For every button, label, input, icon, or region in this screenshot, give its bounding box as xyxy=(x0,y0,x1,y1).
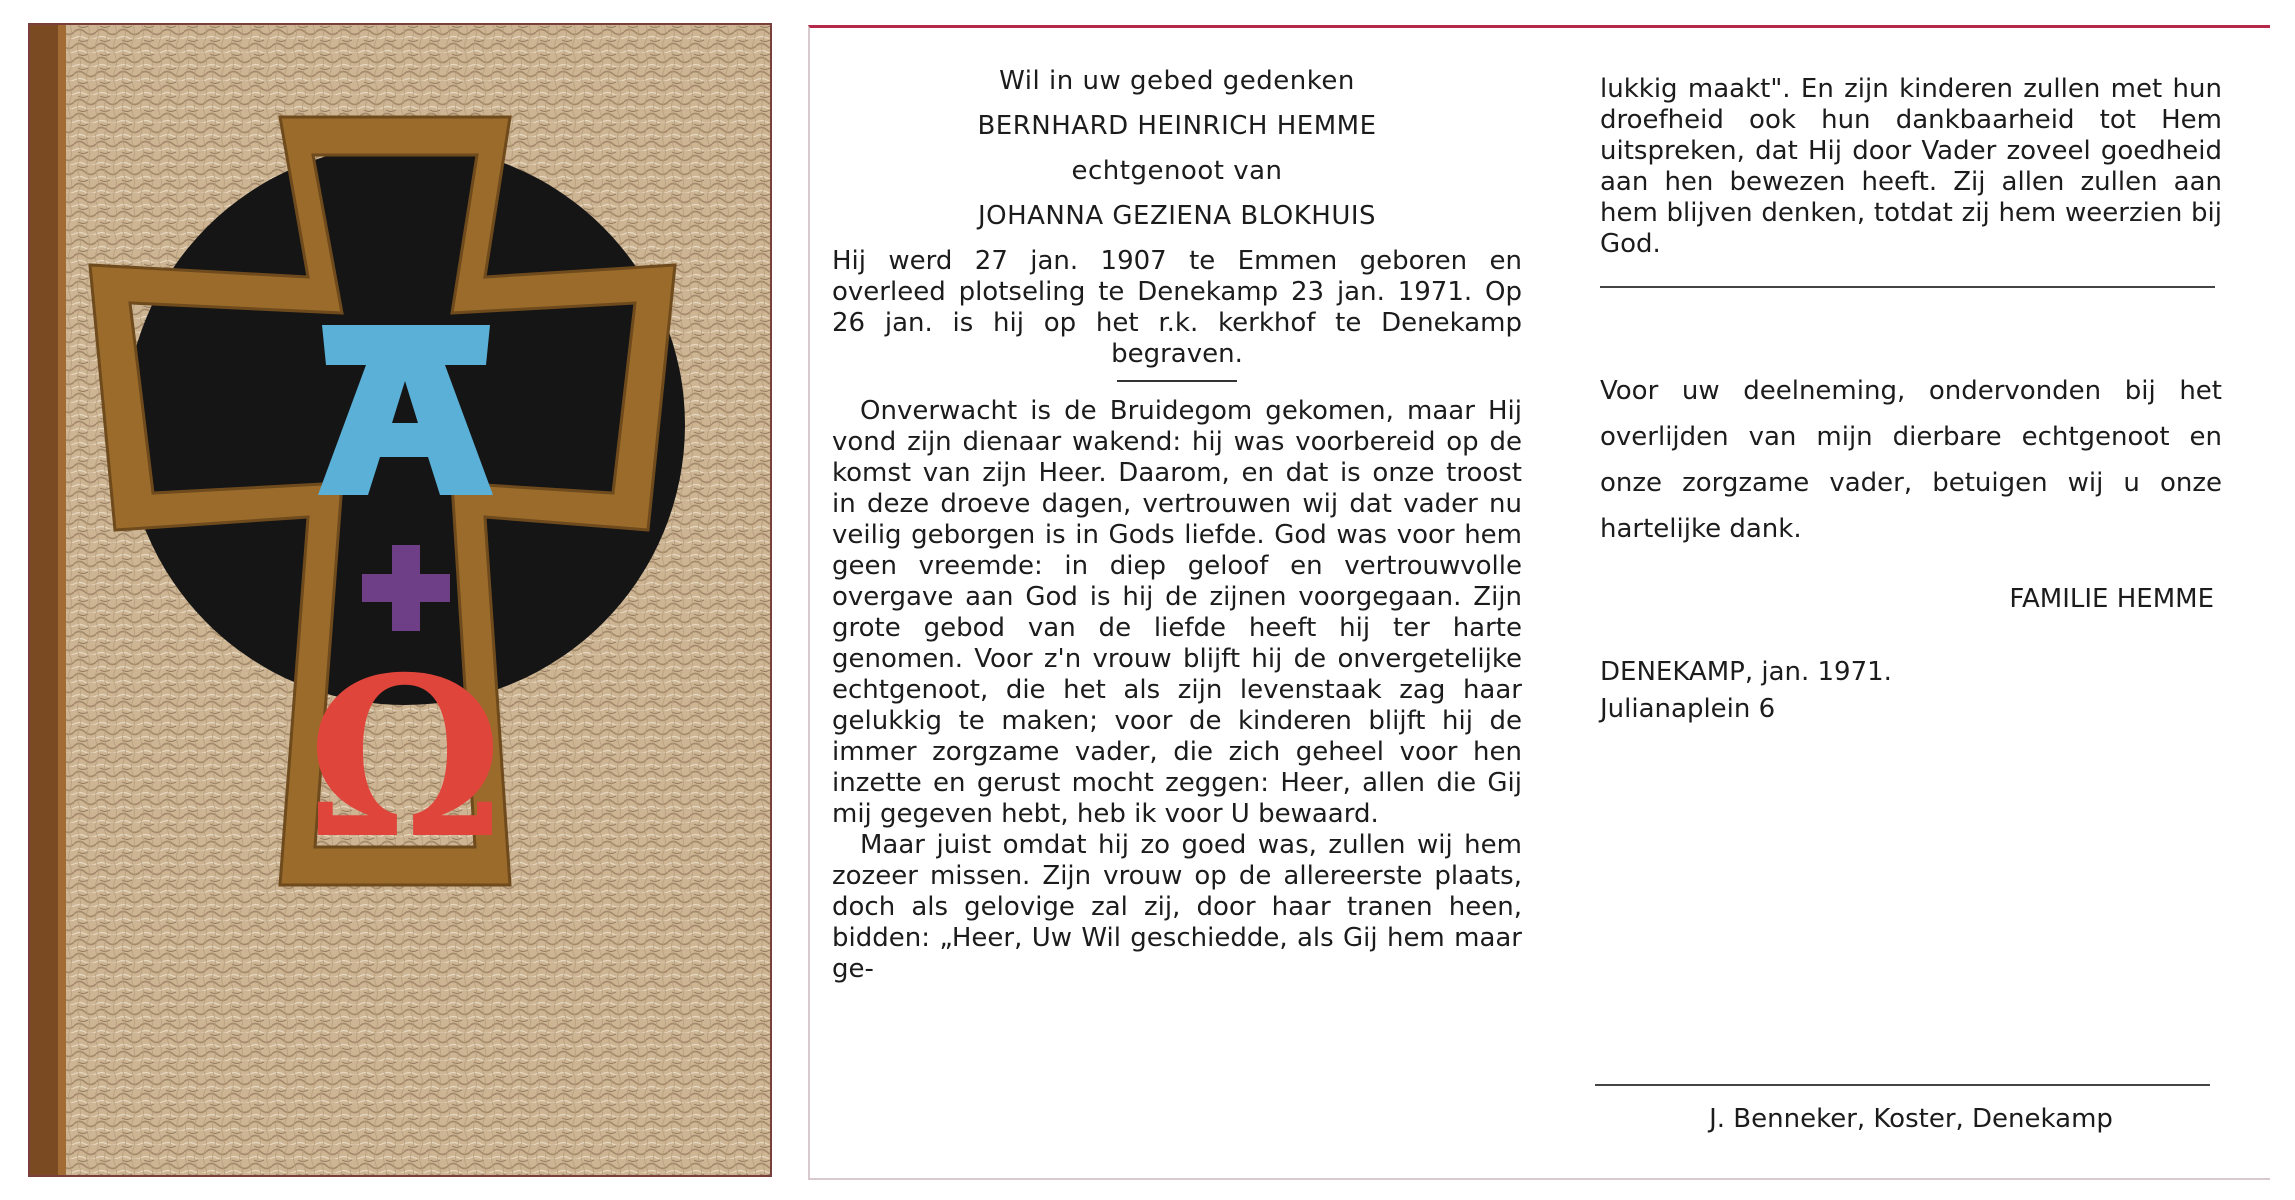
relation-line: echtgenoot van xyxy=(1071,156,1283,186)
divider-bottom xyxy=(1595,1084,2210,1086)
omega-icon: Ω xyxy=(307,628,503,887)
intro-line: Wil in uw gebed gedenken xyxy=(999,66,1355,96)
right-text-column xyxy=(1600,74,2222,1134)
bio-text: Hij werd 27 jan. 1907 te Emmen geboren en overleed plotseling te Denekamp 23 jan. 1971. Op 26 jan. is hij op het r.k. kerkhof te Denekamp begraven. xyxy=(832,246,1522,369)
thanks-text: Voor uw deelneming, ondervonden bij het overlijden van mijn dierbare echtgenoot en onze zorgzame vader, betuigen wij u onze hartelijke dank. xyxy=(1600,376,2222,544)
card-spine-edge xyxy=(58,25,66,1175)
short-divider xyxy=(1117,380,1237,382)
second-paragraph: Maar juist omdat hij zo goed was, zullen wij hem zozeer missen. Zijn vrouw op de allereerste plaats, doch als gelovige zal zij, door haar tranen heen, bidden: „Heer, Uw Wil geschiedde, als Gij hem maar ge- xyxy=(832,830,1522,984)
memorial-card-inner xyxy=(808,25,2270,1180)
address: Julianaplein 6 xyxy=(1600,694,1776,724)
continued-paragraph: lukkig maakt". En zijn kinderen zullen met hun droefheid ook hun dankbaarheid tot Hem uitspreken, dat Hij door Vader zoveel goedheid aan hen bewezen heeft. Zij allen zullen aan hem blijven denken, totdat zij hem weerzien bij God. xyxy=(1600,74,2222,259)
spouse-name: JOHANNA GEZIENA BLOKHUIS xyxy=(977,201,1377,231)
deceased-name: BERNHARD HEINRICH HEMME xyxy=(977,111,1377,141)
divider-top xyxy=(1600,286,2215,288)
left-text-column xyxy=(832,66,1522,985)
card-spine xyxy=(30,25,58,1175)
place-date: DENEKAMP, jan. 1971. xyxy=(1600,657,1892,687)
main-paragraph: Onverwacht is de Bruidegom gekomen, maar Hij vond zijn dienaar wakend: hij was voorbereid op de komst van zijn Heer. Daarom, en dat is onze troost in deze droeve dagen, vertrouwen wij dat vader nu veilig geborgen is in Gods liefde. God was voor hem geen vreemde: in diep geloof en vertrouwvolle overgave aan God is hij de zijnen voorgegaan. Zijn grote gebod van de liefde heeft hij ter harte genomen. Voor z'n vrouw blijft hij de onvergetelijke echtgenoot, die het als zijn levenstaak zag haar gelukkig te maken; voor de kinderen blijft hij de immer zorgzame vader, die zich geheel voor hen inzette en gerust mocht zeggen: Heer, allen die Gij mij gegeven hebt, heb ik voor U bewaard. xyxy=(832,396,1522,829)
printer-credit: J. Benneker, Koster, Denekamp xyxy=(1709,1104,2113,1134)
alpha-omega-cross-illustration xyxy=(30,25,770,1175)
memorial-card-front xyxy=(30,25,770,1175)
family-signature: FAMILIE HEMME xyxy=(2009,584,2214,614)
